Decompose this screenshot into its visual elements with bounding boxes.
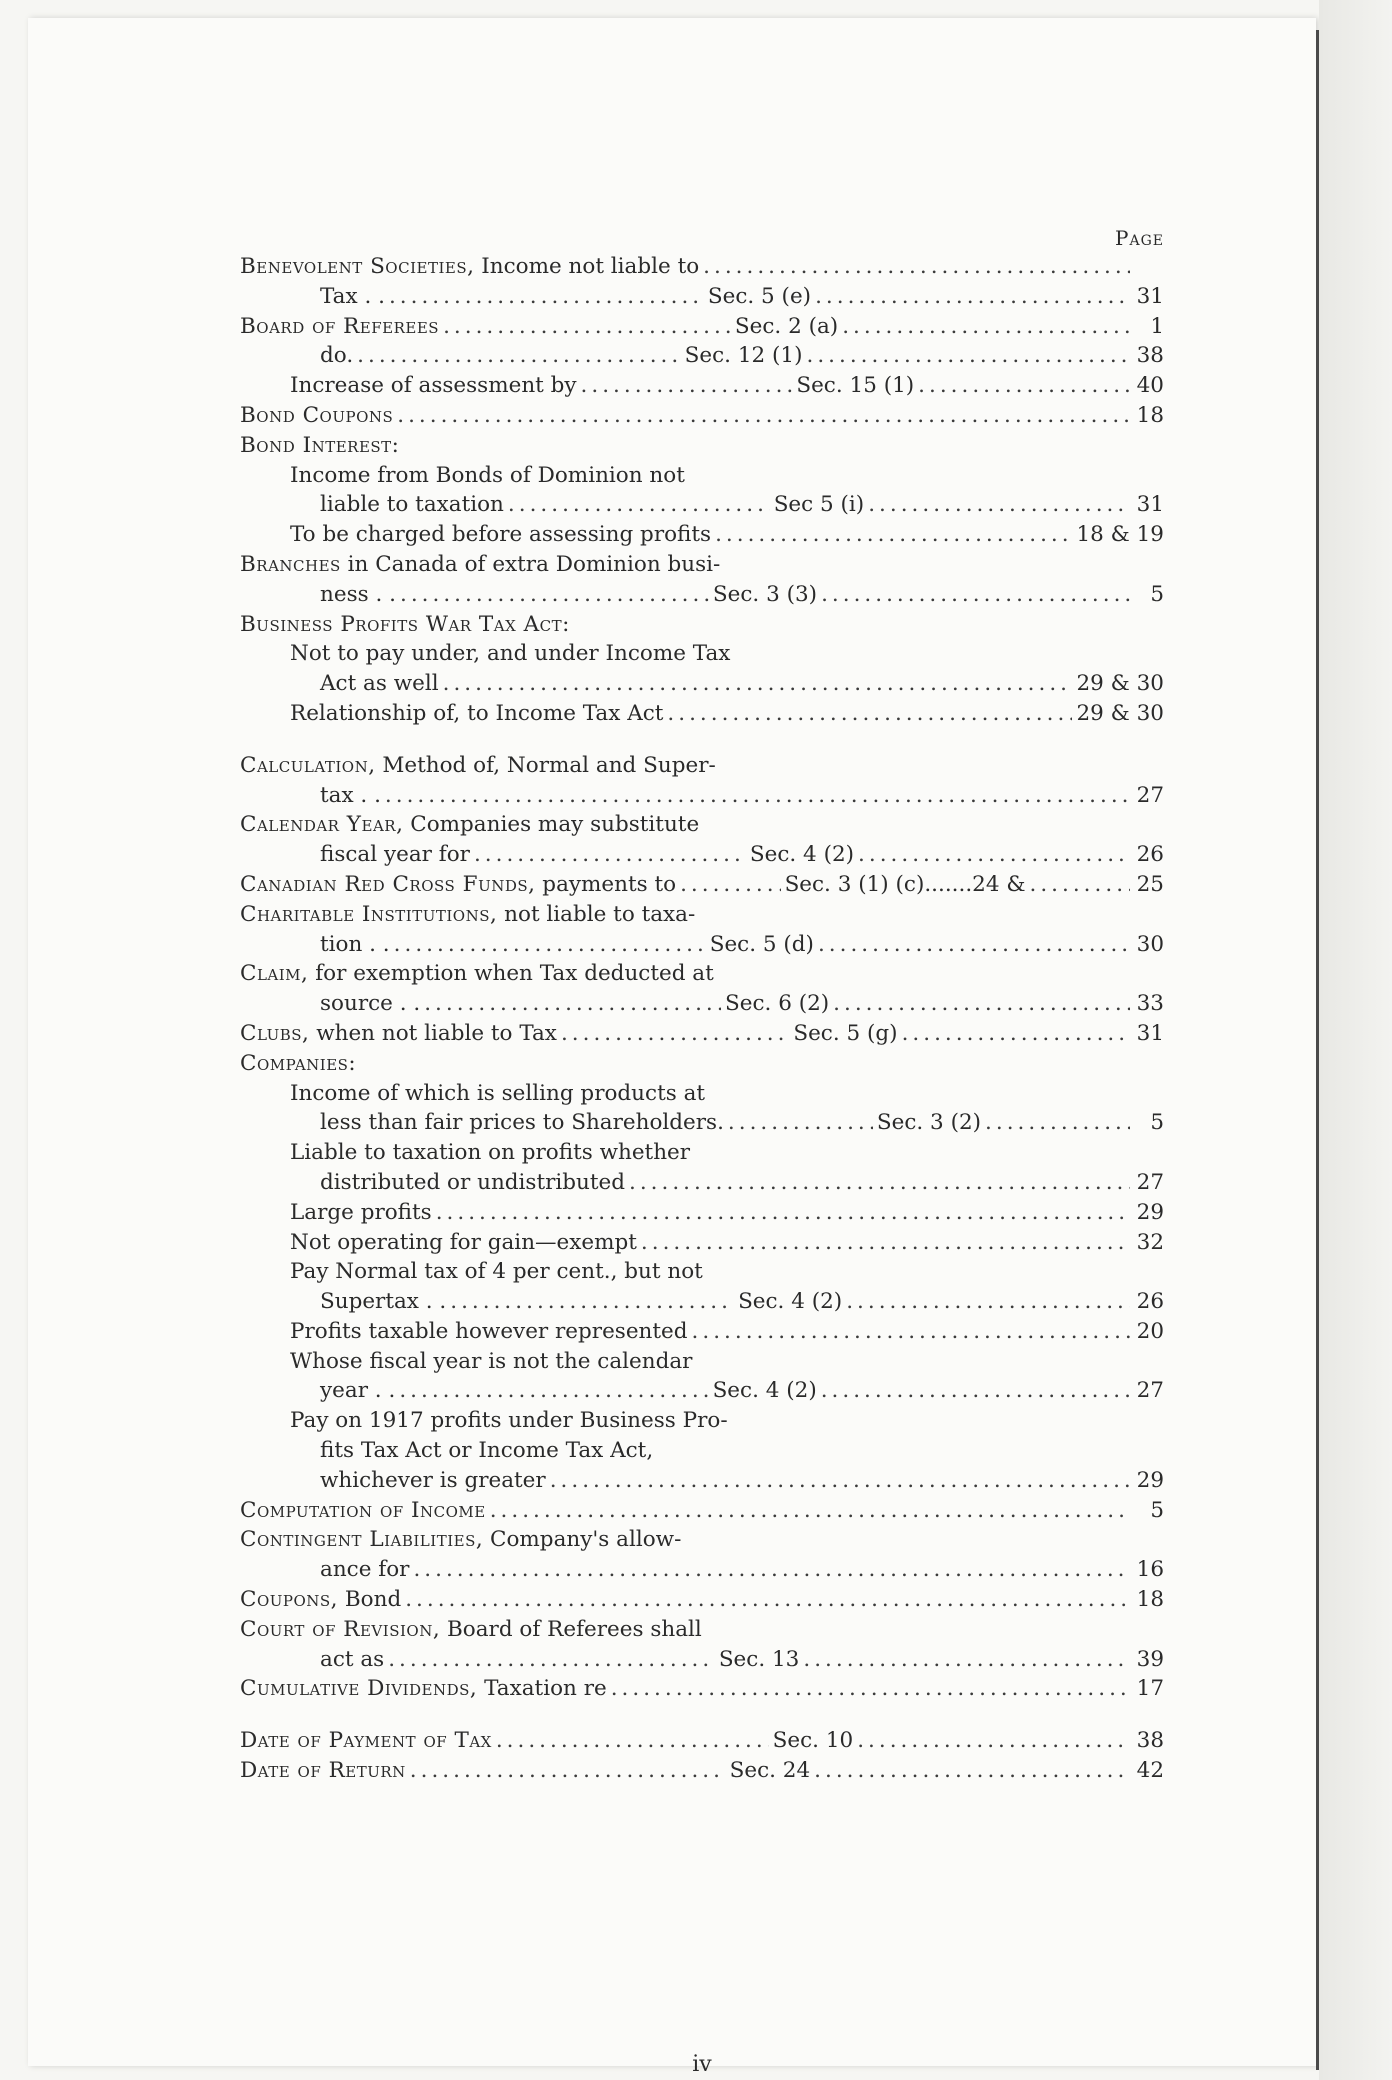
index-content — [240, 224, 1164, 2077]
section-reference: Sec. 15 (1) — [796, 373, 915, 399]
entry-text — [240, 1079, 705, 1109]
page-reference: 17 — [1136, 1676, 1164, 1702]
entry-heading: Bond Interest: — [240, 432, 400, 458]
entry-heading: Court of Revision, — [240, 1616, 441, 1642]
page-reference: 40 — [1136, 373, 1164, 399]
page-reference: 29 & 30 — [1076, 671, 1164, 697]
index-entry — [240, 1198, 1164, 1228]
entry-subtext: Taxation re — [477, 1676, 607, 1702]
index-entry — [240, 900, 1164, 930]
entry-text — [240, 1317, 688, 1347]
index-entry — [240, 1019, 1164, 1049]
index-entry — [240, 699, 1164, 729]
index-entry — [240, 959, 1164, 989]
index-entry — [240, 1466, 1164, 1496]
leader-dots — [818, 930, 1130, 960]
index-entry — [240, 1525, 1164, 1555]
index-entry — [240, 550, 1164, 580]
index-entry — [240, 989, 1164, 1019]
index-entry — [240, 840, 1164, 870]
entry-subtext: act as — [320, 1646, 385, 1672]
leader-dots — [611, 1674, 1130, 1704]
page-reference: 26 — [1136, 1289, 1164, 1315]
index-entry — [240, 1645, 1164, 1675]
entry-subtext: Income from Bonds of Dominion not — [290, 462, 685, 488]
entry-subtext: for exemption when Tax deducted at — [308, 961, 714, 987]
leader-dots — [680, 870, 780, 900]
leader-dots — [443, 669, 1073, 699]
entry-text — [240, 1585, 401, 1615]
section-reference: Sec. 13 — [718, 1646, 800, 1672]
index-entry — [240, 312, 1164, 342]
page-reference: 27 — [1136, 782, 1164, 808]
entry-text — [240, 781, 381, 811]
entry-text — [240, 1525, 681, 1555]
entry-subtext: in Canada of extra Dominion busi- — [340, 551, 721, 577]
entry-text — [240, 930, 390, 960]
entry-text — [240, 1645, 384, 1675]
entry-text — [240, 1287, 446, 1317]
entry-text — [240, 1615, 702, 1645]
leader-dots — [413, 1555, 1130, 1585]
entry-text — [240, 870, 676, 900]
page-reference: 29 & 30 — [1076, 700, 1164, 726]
section-reference: Sec. 3 (3) — [712, 581, 818, 607]
entry-subtext: Company's allow- — [483, 1527, 682, 1553]
entry-heading: Claim, — [240, 961, 309, 987]
page-reference: 16 — [1136, 1557, 1164, 1583]
entry-text — [240, 431, 399, 461]
index-entry — [240, 810, 1164, 840]
index-entry — [240, 461, 1164, 491]
section-reference: Sec. 5 (d) — [709, 931, 814, 957]
page-column-label: Page — [1115, 226, 1164, 250]
leader-dots — [833, 989, 1130, 1019]
background-strip — [1319, 0, 1392, 2080]
index-entry — [240, 639, 1164, 669]
leader-dots — [436, 1198, 1130, 1228]
entry-heading: Coupons, — [240, 1587, 339, 1613]
entry-subtext: ance for — [320, 1557, 410, 1583]
entry-subtext: Whose fiscal year is not the calendar — [290, 1348, 693, 1374]
section-reference: Sec. 24 — [729, 1758, 811, 1784]
index-entry — [240, 1406, 1164, 1436]
index-entry — [240, 1756, 1164, 1786]
leader-dots — [821, 580, 1130, 610]
entry-text — [240, 989, 420, 1019]
leader-dots — [728, 1108, 873, 1138]
page-reference: 32 — [1136, 1229, 1164, 1255]
entry-text — [240, 1555, 409, 1585]
leader-dots — [985, 1108, 1130, 1138]
entry-heading: Contingent Liabilities, — [240, 1527, 484, 1553]
index-entry — [240, 1347, 1164, 1377]
entry-subtext: when not liable to Tax — [309, 1020, 557, 1046]
entry-text — [240, 1466, 546, 1496]
index-entry — [240, 1168, 1164, 1198]
index-entry — [240, 669, 1164, 699]
entry-subtext: year . . — [320, 1378, 396, 1404]
entry-heading: Charitable Institutions, — [240, 901, 498, 927]
page-reference: 5 — [1150, 581, 1164, 607]
entry-heading: Bond Coupons — [240, 402, 394, 428]
entry-heading: Benevolent Societies, — [240, 254, 475, 279]
leader-dots — [400, 580, 709, 610]
section-reference: Sec. 3 (2) — [876, 1110, 982, 1136]
entry-text — [240, 550, 720, 580]
section-gap — [240, 729, 1164, 751]
index-entry — [240, 781, 1164, 811]
entry-text — [240, 401, 393, 431]
entry-text — [240, 490, 504, 520]
index-entry — [240, 1138, 1164, 1168]
index-entries — [240, 252, 1164, 1786]
entry-text — [240, 461, 685, 491]
leader-dots — [394, 930, 706, 960]
index-entry — [240, 1496, 1164, 1526]
entry-subtext: source . . — [320, 991, 421, 1017]
page-reference: 18 & 19 — [1076, 522, 1164, 548]
section-reference: Sec. 10 — [772, 1728, 854, 1754]
entry-text — [240, 1257, 703, 1287]
entry-text — [240, 282, 385, 312]
index-entry — [240, 610, 1164, 640]
leader-dots — [561, 1019, 789, 1049]
page-reference: 25 — [1136, 871, 1164, 897]
page-reference: 27 — [1136, 1169, 1164, 1195]
leader-dots — [397, 401, 1130, 431]
leader-dots — [474, 840, 746, 870]
section-reference: Sec. 4 (2) — [738, 1289, 843, 1315]
entry-heading: Companies: — [240, 1050, 357, 1076]
entry-text — [240, 699, 663, 729]
leader-dots — [803, 1645, 1130, 1675]
entry-text — [240, 1138, 690, 1168]
leader-dots — [357, 341, 681, 371]
entry-text — [240, 1108, 724, 1138]
index-entry — [240, 520, 1164, 550]
entry-heading: Calculation, — [240, 752, 376, 778]
entry-subtext: whichever is greater — [320, 1467, 546, 1493]
leader-dots — [703, 252, 1130, 282]
entry-subtext: Act as well — [320, 671, 439, 697]
leader-dots — [385, 781, 1130, 811]
entry-text — [240, 371, 577, 401]
leader-dots — [868, 490, 1130, 520]
entry-subtext: Not operating for gain—exempt — [290, 1229, 637, 1255]
page-reference: 30 — [1136, 931, 1164, 957]
index-entry — [240, 252, 1164, 282]
entry-subtext: Large profits — [290, 1199, 432, 1225]
entry-text — [240, 341, 353, 371]
leader-dots — [814, 1756, 1130, 1786]
page-reference: 31 — [1136, 283, 1164, 309]
leader-dots — [388, 1645, 715, 1675]
index-entry — [240, 751, 1164, 781]
section-reference: Sec. 6 (2) — [725, 991, 830, 1017]
leader-dots — [846, 1287, 1130, 1317]
entry-text — [240, 1019, 557, 1049]
index-entry — [240, 1436, 1164, 1466]
entry-text — [240, 252, 699, 282]
entry-heading: Canadian Red Cross Funds, — [240, 871, 536, 897]
leader-dots — [857, 1726, 1130, 1756]
page-reference: 1 — [1150, 313, 1164, 339]
entry-subtext: payments to — [535, 871, 677, 897]
entry-subtext: Bond — [338, 1587, 402, 1613]
entry-text — [240, 1406, 728, 1436]
index-entry — [240, 431, 1164, 461]
page-number: iv — [692, 2052, 712, 2077]
section-gap — [240, 1704, 1164, 1726]
page-reference: 42 — [1136, 1758, 1164, 1784]
index-entry — [240, 1615, 1164, 1645]
entry-subtext: Companies may substitute — [403, 812, 700, 838]
page-reference: 18 — [1136, 402, 1164, 428]
page-reference: 5 — [1150, 1110, 1164, 1136]
entry-text — [240, 1376, 395, 1406]
entry-subtext: tion . . — [320, 931, 390, 957]
page-reference: 29 — [1136, 1467, 1164, 1493]
index-entry — [240, 580, 1164, 610]
index-entry — [240, 341, 1164, 371]
entry-subtext: not liable to taxa- — [497, 901, 696, 927]
leader-dots — [842, 312, 1130, 342]
page-reference: 20 — [1136, 1318, 1164, 1344]
entry-text — [240, 751, 716, 781]
leader-dots — [490, 1496, 1130, 1526]
entry-subtext: Profits taxable however represented — [290, 1318, 688, 1344]
section-reference: Sec. 5 (g) — [793, 1020, 898, 1046]
entry-text — [240, 1228, 637, 1258]
page-reference: 39 — [1136, 1646, 1164, 1672]
entry-subtext: Income of which is selling products at — [290, 1080, 706, 1106]
section-reference: Sec. 3 (1) (c).......24 & — [784, 871, 1026, 897]
page-reference: 31 — [1136, 492, 1164, 518]
entry-text — [240, 1726, 492, 1756]
leader-dots — [581, 371, 793, 401]
entry-text — [240, 810, 699, 840]
entry-text — [240, 610, 570, 640]
index-entry — [240, 1317, 1164, 1347]
index-entry — [240, 490, 1164, 520]
entry-subtext: Pay on 1917 profits under Business Pro- — [290, 1408, 728, 1434]
entry-subtext: Liable to taxation on profits whether — [290, 1140, 691, 1166]
leader-dots — [1030, 870, 1130, 900]
entry-text — [240, 1496, 486, 1526]
entry-text — [240, 1049, 356, 1079]
leader-dots — [667, 699, 1072, 729]
page-reference: 33 — [1136, 991, 1164, 1017]
leader-dots — [508, 490, 770, 520]
leader-dots — [399, 1376, 708, 1406]
index-entry — [240, 401, 1164, 431]
section-reference: Sec. 4 (2) — [749, 842, 855, 868]
leader-dots — [443, 312, 731, 342]
index-entry — [240, 1376, 1164, 1406]
entry-text — [240, 580, 396, 610]
entry-text — [240, 1198, 432, 1228]
leader-dots — [806, 341, 1130, 371]
entry-heading: Business Profits War Tax Act: — [240, 611, 570, 637]
leader-dots — [450, 1287, 734, 1317]
entry-heading: Branches — [240, 551, 341, 577]
index-entry — [240, 282, 1164, 312]
index-entry — [240, 1049, 1164, 1079]
entry-subtext: Board of Referees shall — [440, 1616, 702, 1642]
entry-subtext: distributed or undistributed — [320, 1169, 625, 1195]
entry-heading: Computation of Income — [240, 1497, 486, 1523]
entry-text — [240, 1168, 625, 1198]
entry-text — [240, 959, 714, 989]
entry-subtext: do. — [320, 343, 354, 369]
leader-dots — [389, 282, 704, 312]
leader-dots — [902, 1019, 1130, 1049]
page-reference: 38 — [1136, 1728, 1164, 1754]
entry-text — [240, 312, 439, 342]
entry-subtext: Pay Normal tax of 4 per cent., but not — [290, 1259, 703, 1285]
entry-subtext: fits Tax Act or Income Tax Act, — [320, 1438, 654, 1464]
entry-heading: Clubs, — [240, 1020, 310, 1046]
section-reference: Sec. 4 (2) — [712, 1378, 817, 1404]
entry-text — [240, 520, 711, 550]
index-entry — [240, 1287, 1164, 1317]
leader-dots — [550, 1466, 1130, 1496]
entry-heading: Board of Referees — [240, 313, 440, 339]
page-reference: 18 — [1136, 1587, 1164, 1613]
entry-subtext: fiscal year for — [320, 842, 470, 868]
entry-subtext: less than fair prices to Shareholders. — [320, 1110, 724, 1136]
entry-text — [240, 669, 439, 699]
entry-subtext: Income not liable to — [474, 254, 700, 279]
entry-subtext: Tax . . — [320, 283, 385, 309]
entry-text — [240, 1436, 653, 1466]
entry-subtext: ness . . — [320, 581, 396, 607]
page-reference: 29 — [1136, 1199, 1164, 1225]
index-entry — [240, 1228, 1164, 1258]
index-entry — [240, 371, 1164, 401]
page-reference: 38 — [1136, 343, 1164, 369]
entry-subtext: tax . . — [320, 782, 381, 808]
section-reference: Sec. 2 (a) — [734, 313, 839, 339]
entry-subtext: Method of, Normal and Super- — [375, 752, 716, 778]
leader-dots — [424, 989, 721, 1019]
section-reference: Sec 5 (i) — [773, 492, 865, 518]
page-reference: 5 — [1150, 1497, 1164, 1523]
index-entry — [240, 1108, 1164, 1138]
entry-subtext: liable to taxation — [320, 492, 504, 518]
leader-dots — [821, 1376, 1130, 1406]
entry-subtext: Increase of assessment by — [290, 373, 577, 399]
entry-heading: Date of Payment of Tax — [240, 1728, 492, 1754]
entry-subtext: Not to pay under, and under Income Tax — [290, 641, 731, 667]
index-entry — [240, 1555, 1164, 1585]
entry-text — [240, 840, 470, 870]
page-reference: 31 — [1136, 1020, 1164, 1046]
leader-dots — [629, 1168, 1130, 1198]
page-reference: 27 — [1136, 1378, 1164, 1404]
leader-dots — [815, 282, 1130, 312]
leader-dots — [405, 1585, 1130, 1615]
entry-subtext: To be charged before assessing profits — [290, 522, 712, 548]
index-entry — [240, 1674, 1164, 1704]
section-reference: Sec. 5 (e) — [707, 283, 812, 309]
entry-text — [240, 639, 730, 669]
index-entry — [240, 1585, 1164, 1615]
index-entry — [240, 1726, 1164, 1756]
leader-dots — [410, 1756, 726, 1786]
entry-text — [240, 1756, 406, 1786]
leader-dots — [496, 1726, 769, 1756]
entry-heading: Date of Return — [240, 1758, 406, 1784]
entry-heading: Calendar Year, — [240, 812, 404, 838]
page-reference: 26 — [1136, 842, 1164, 868]
entry-text — [240, 900, 695, 930]
leader-dots — [858, 840, 1130, 870]
leader-dots — [715, 520, 1072, 550]
entry-subtext: Relationship of, to Income Tax Act — [290, 700, 664, 726]
index-entry — [240, 1257, 1164, 1287]
entry-text — [240, 1674, 607, 1704]
index-entry — [240, 930, 1164, 960]
entry-text — [240, 1347, 692, 1377]
leader-dots — [918, 371, 1130, 401]
index-entry — [240, 1079, 1164, 1109]
entry-heading: Cumulative Dividends, — [240, 1676, 478, 1702]
leader-dots — [692, 1317, 1130, 1347]
index-entry — [240, 870, 1164, 900]
entry-subtext: Supertax . . — [320, 1289, 447, 1315]
section-reference: Sec. 12 (1) — [684, 343, 803, 369]
leader-dots — [641, 1228, 1130, 1258]
